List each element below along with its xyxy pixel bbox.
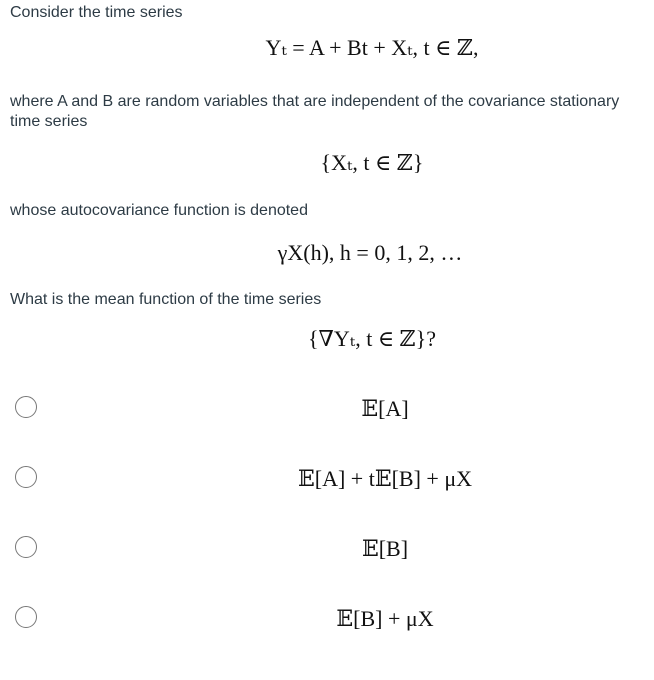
radio-button[interactable] <box>15 396 37 418</box>
question-text-autocovariance: whose autocovariance function is denoted <box>10 202 308 219</box>
question-intro: Consider the time series <box>10 4 183 21</box>
equation-autocovariance: γX(h), h = 0, 1, 2, … <box>277 240 463 265</box>
equation-differenced-series: {∇Yₜ, t ∈ ℤ}? <box>307 326 437 351</box>
question-prompt: What is the mean function of the time series <box>10 291 322 308</box>
question-text: where A and B are random variables that are independent of the covariance stationary time series <box>10 93 620 130</box>
option-label: 𝔼[B] <box>361 536 409 561</box>
equation-x-series: {Xₜ, t ∈ ℤ} <box>320 150 424 175</box>
radio-button[interactable] <box>15 606 37 628</box>
equation-time-series: Yₜ = A + Bt + Xₜ, t ∈ ℤ, <box>265 35 479 60</box>
option-label: 𝔼[A] <box>361 396 409 421</box>
option-label: 𝔼[A] + t𝔼[B] + μX <box>297 466 473 491</box>
option-label: 𝔼[B] + μX <box>336 606 434 631</box>
radio-button[interactable] <box>15 466 37 488</box>
radio-button[interactable] <box>15 536 37 558</box>
